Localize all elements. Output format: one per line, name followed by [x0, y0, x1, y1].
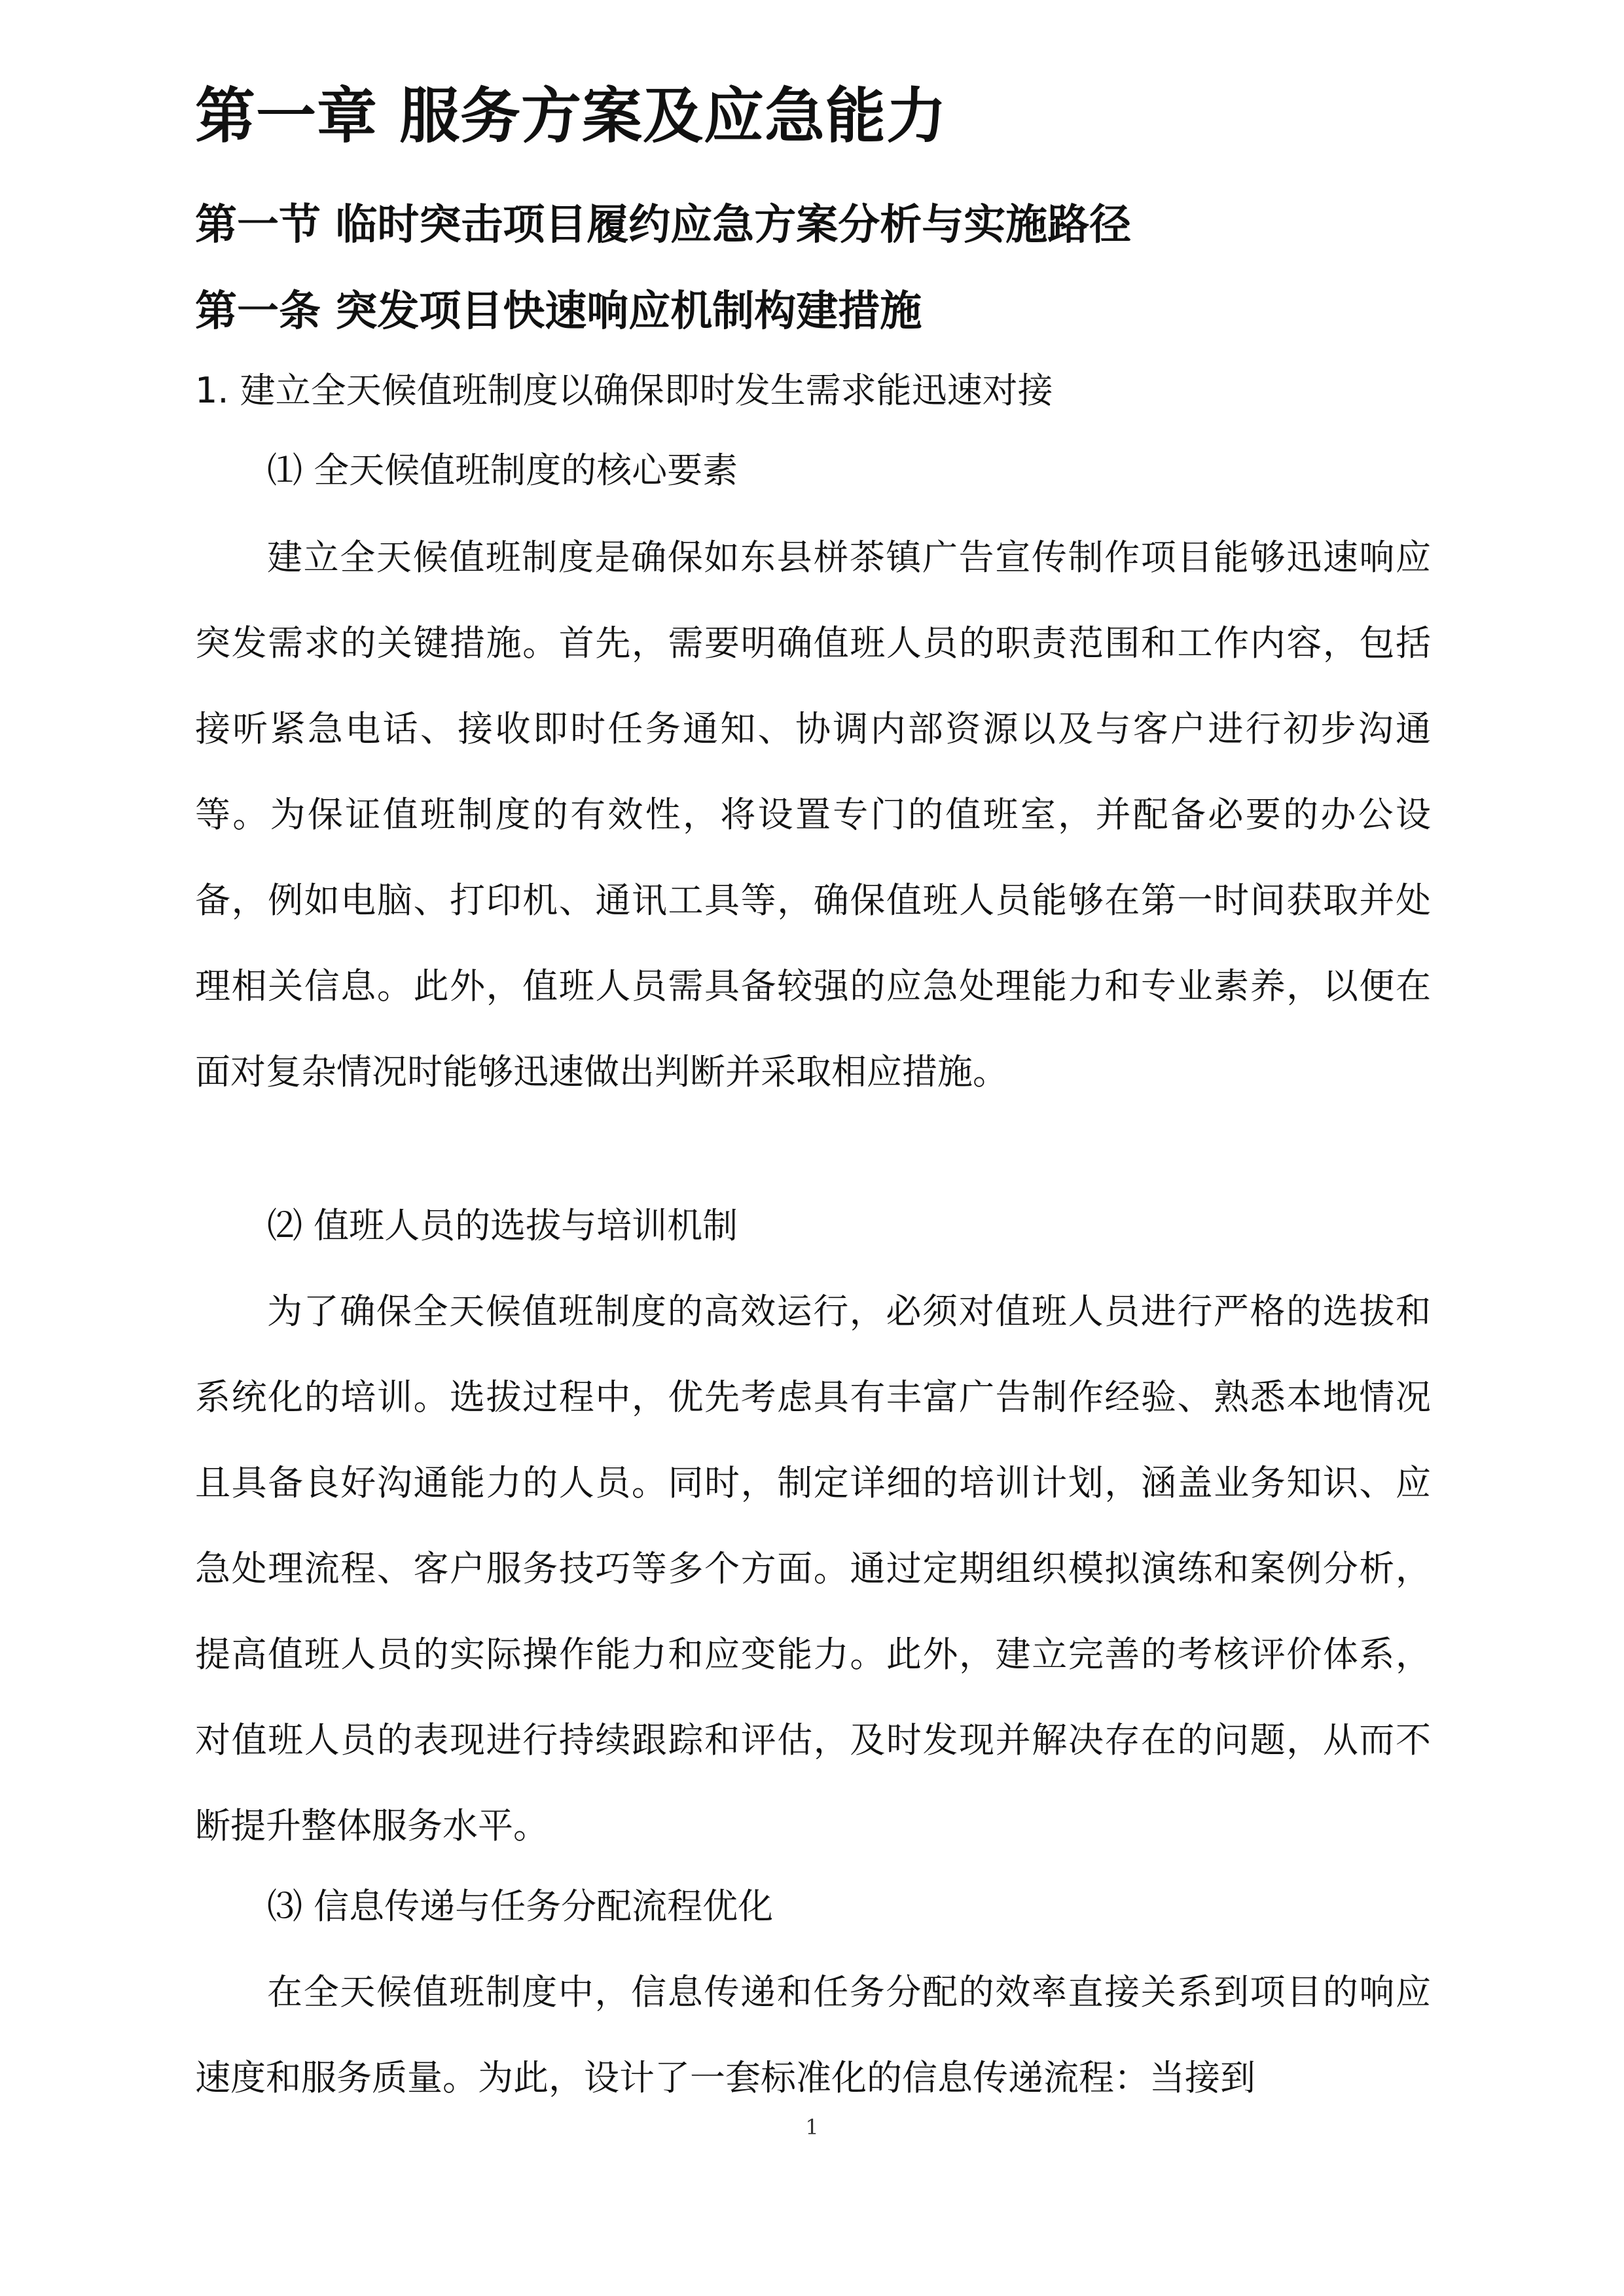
item-heading: 1. 建立全天候值班制度以确保即时发生需求能迅速对接	[195, 370, 1053, 411]
subsection-heading-3: ⑶ 信息传递与任务分配流程优化	[267, 1886, 774, 1927]
section-title: 第一节 临时突击项目履约应急方案分析与实施路径	[195, 201, 1132, 249]
subsection-heading-1: ⑴ 全天候值班制度的核心要素	[267, 450, 738, 491]
chapter-title: 第一章 服务方案及应急能力	[195, 81, 948, 151]
subsection-heading-2: ⑵ 值班人员的选拔与培训机制	[267, 1205, 738, 1246]
subsection-paragraph-3: 在全天候值班制度中，信息传递和任务分配的效率直接关系到项目的响应速度和服务质量。为此，设计了一套标准化的信息传递流程：当接到	[195, 1971, 1431, 2098]
article-title: 第一条 突发项目快速响应机制构建措施	[195, 287, 922, 336]
subsection-paragraph-2: 为了确保全天候值班制度的高效运行，必须对值班人员进行严格的选拔和系统化的培训。选拔过程中，优先考虑具有丰富广告制作经验、熟悉本地情况且具备良好沟通能力的人员。同时，制定详细的培训计划，涵盖业务知识、应急处理流程、客户服务技巧等多个方面。通过定期组织模拟演练和案例分析，提高值班人员的实际操作能力和应变能力。此外，建立完善的考核评价体系，对值班人员的表现进行持续跟踪和评估，及时发现并解决存在的问题，从而不断提升整体服务水平。	[195, 1291, 1431, 1846]
page-number: 1	[805, 2115, 819, 2140]
document-page	[195, 0, 1431, 2296]
subsection-paragraph-1: 建立全天候值班制度是确保如东县栟茶镇广告宣传制作项目能够迅速响应突发需求的关键措施。首先，需要明确值班人员的职责范围和工作内容，包括接听紧急电话、接收即时任务通知、协调内部资源以及与客户进行初步沟通等。为保证值班制度的有效性，将设置专门的值班室，并配备必要的办公设备，例如电脑、打印机、通讯工具等，确保值班人员能够在第一时间获取并处理相关信息。此外，值班人员需具备较强的应急处理能力和专业素养，以便在面对复杂情况时能够迅速做出判断并采取相应措施。	[195, 537, 1431, 1092]
